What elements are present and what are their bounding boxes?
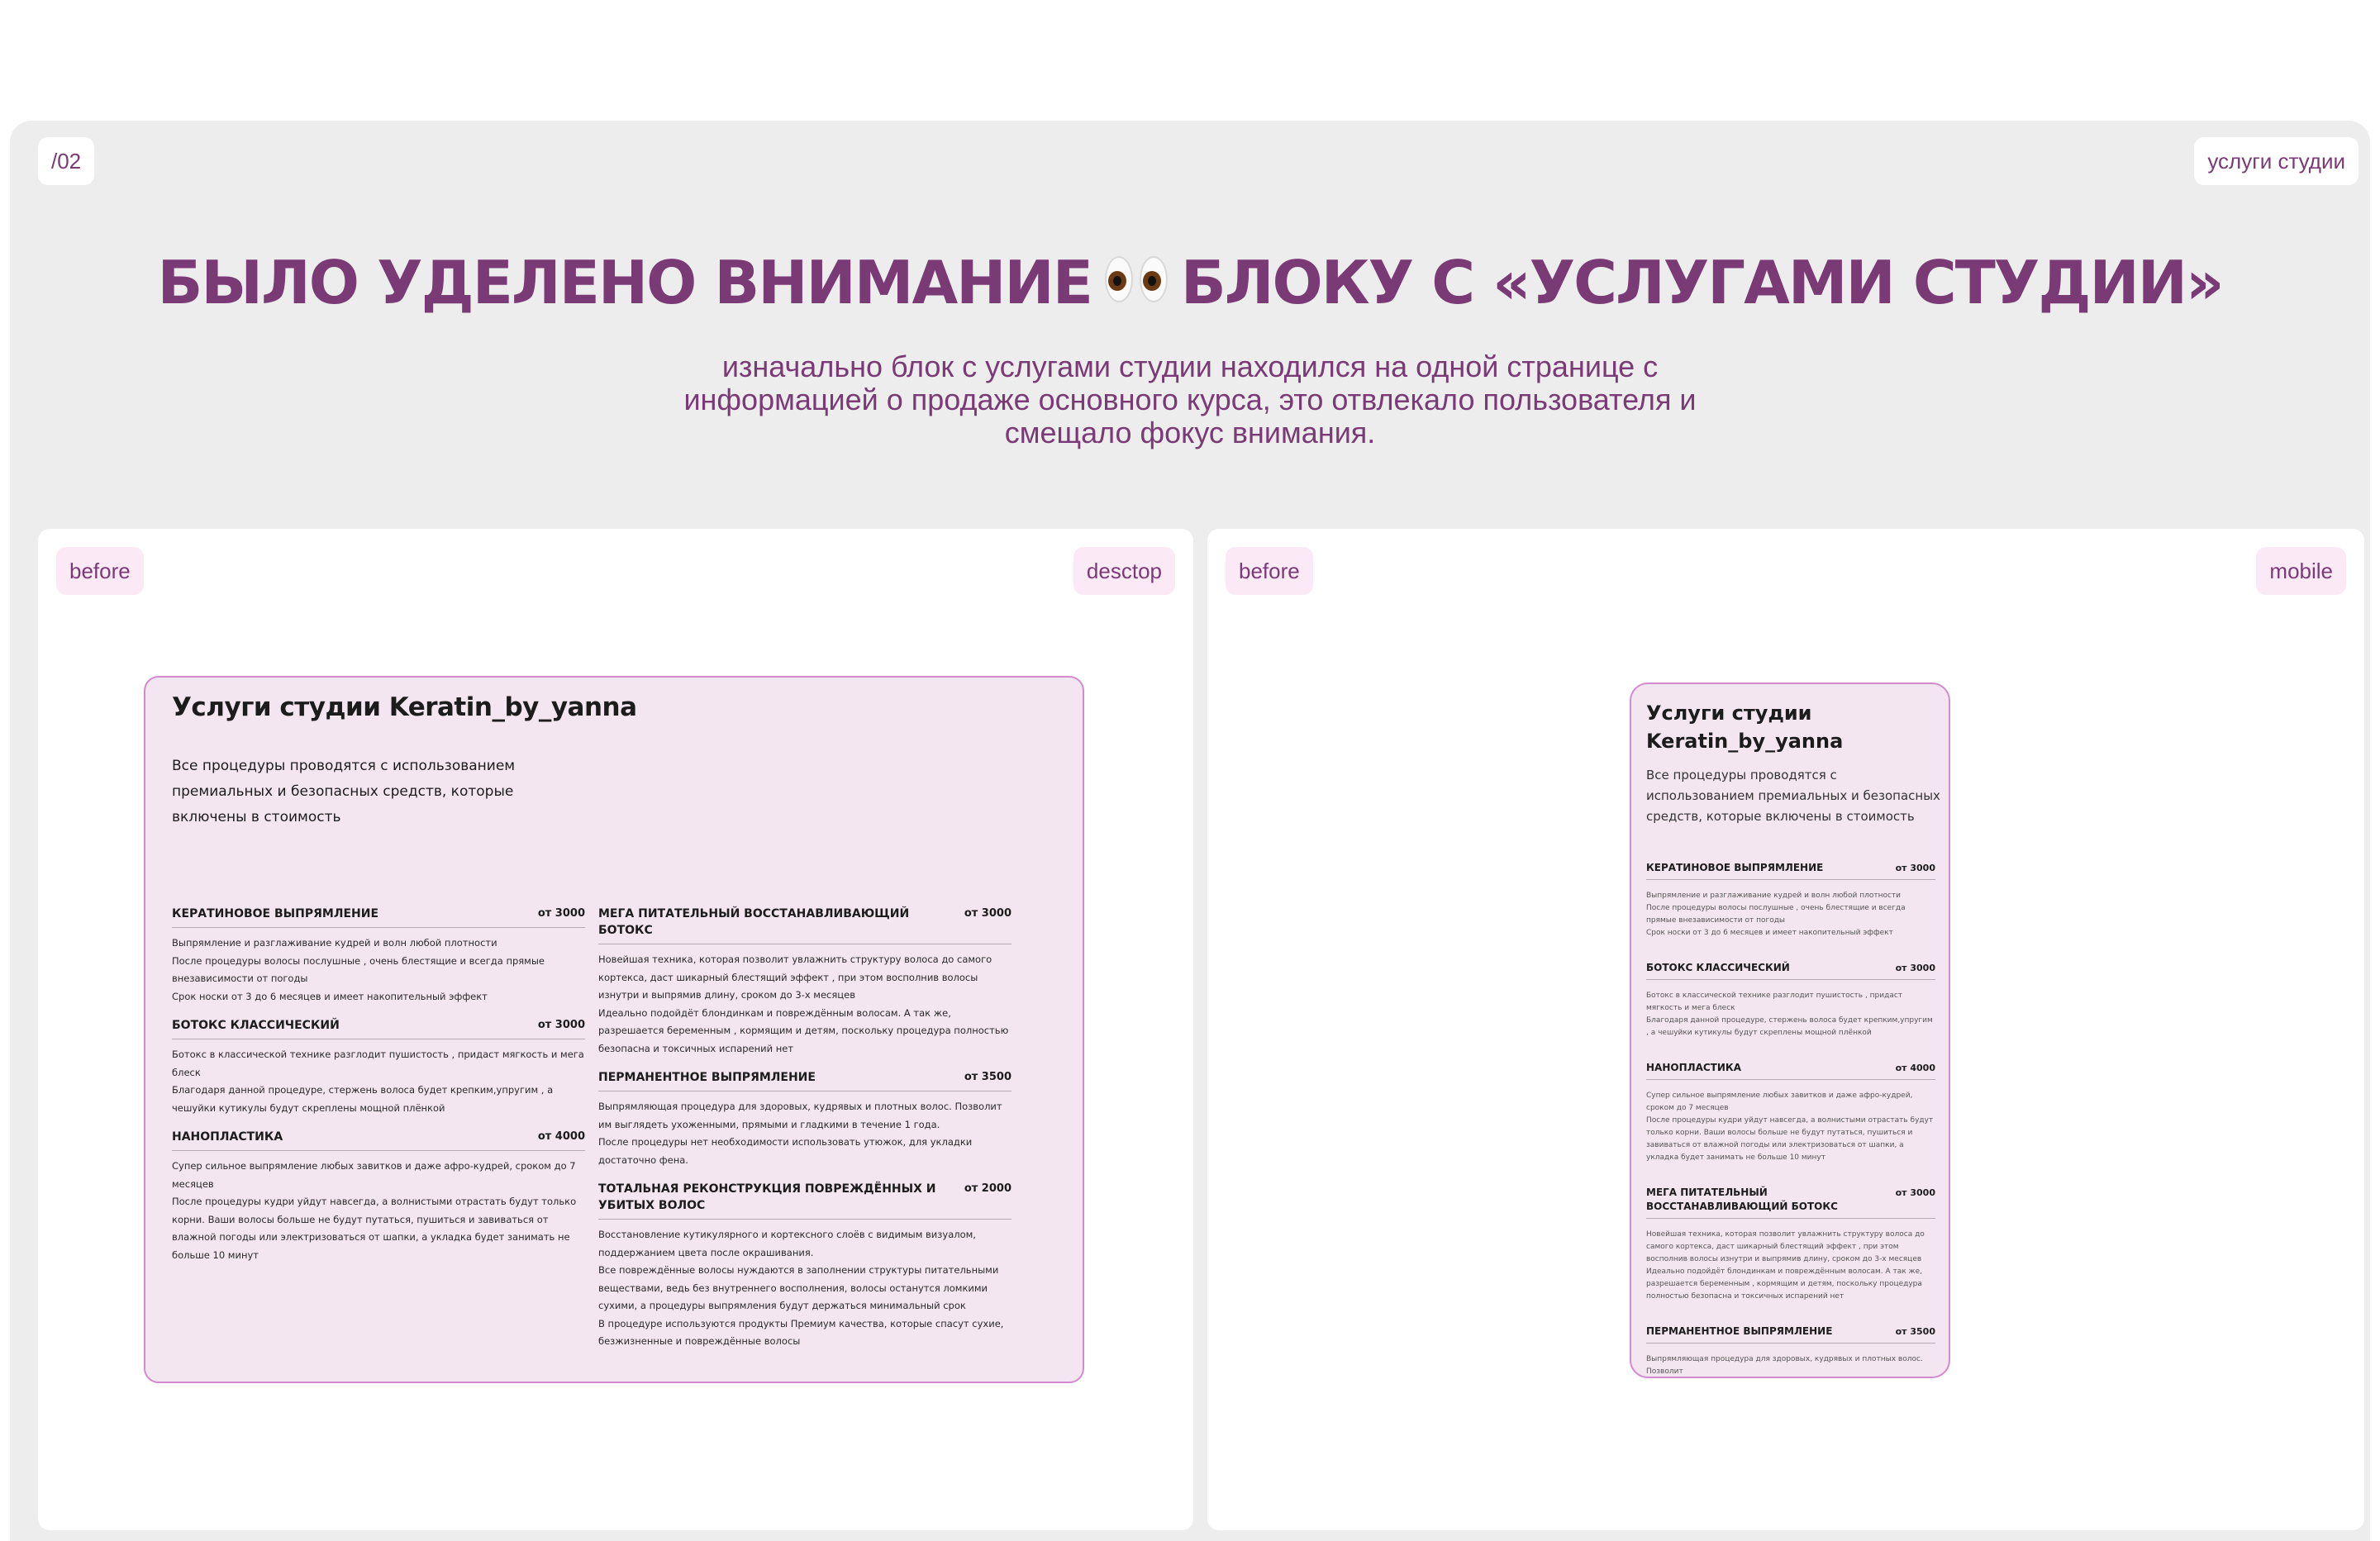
mockup-title: Услуги студии Keratin_by_yanna <box>172 692 637 722</box>
service-price: от 3000 <box>964 907 1011 920</box>
service-price: от 3500 <box>1895 1326 1935 1337</box>
page-description: изначально блок с услугами студии находился на одной странице с информацией о продаже основного курса, это отвлекало пользователя и смещало фокус внимания. <box>683 350 1697 449</box>
service-description-line: После процедуры волосы послушные , очень блестящие и всегда прямые внезависимости от погоды <box>1646 904 1906 925</box>
service-description <box>598 1098 1011 1169</box>
before-tag: before <box>1226 547 1313 595</box>
service-description <box>1646 1229 1935 1303</box>
mobile-mockup <box>1630 683 1950 1378</box>
service-header <box>598 1069 1011 1092</box>
service-description-line: После процедуры нет необходимости использовать утюжок, для укладки достаточно фена. <box>598 1136 973 1166</box>
services-column-2 <box>598 906 1011 1363</box>
service-description-line: Благодаря данной процедуре, стержень волоса будет крепким,упругим , а чешуйки кутикулы будут скреплены мощной плёнкой <box>172 1084 554 1114</box>
service-description <box>172 935 585 1006</box>
service-description-line: После процедуры кудри уйдут навсегда, а волнистыми отрастать будут только корни. Ваши волосы больше не будут путаться, пушиться и завиваться от влажной погоды или электризоваться от шапки, а укладка будет занимать не больше 10 минут <box>1646 1116 1934 1162</box>
service-description-line: Срок носки от 3 до 6 месяцев и имеет накопительный эффект <box>172 990 488 1002</box>
service-header <box>1646 1061 1935 1080</box>
service-header <box>1646 861 1935 880</box>
desktop-mockup <box>144 676 1084 1383</box>
section-name-chip: услуги студии <box>2194 137 2359 185</box>
service-description-line: Срок носки от 3 до 6 месяцев и имеет накопительный эффект <box>1646 929 1893 937</box>
service-item <box>1646 1061 1935 1164</box>
service-name: НАНОПЛАСТИКА <box>172 1130 283 1144</box>
service-description <box>1646 1353 1935 1378</box>
service-price: от 4000 <box>537 1130 585 1143</box>
section-number-chip: /02 <box>38 137 94 185</box>
service-description-line: Выпрямляющая процедура для здоровых, кудрявых и плотных волос. Позволит им выглядеть ухоженными, прямыми и гладкими в течение 1 года. <box>598 1101 1002 1130</box>
service-description <box>172 1158 585 1264</box>
service-price: от 3000 <box>1895 963 1935 973</box>
service-name: БОТОКС КЛАССИЧЕСКИЙ <box>172 1019 340 1032</box>
service-description-line: Новейшая техника, которая позволит увлажнить структуру волоса до самого кортекса, даст шикарный блестящий эффект , при этом восполнив волосы изнутри и выпрямив длину, сроком до 3-х месяцев <box>598 954 992 1001</box>
service-header <box>598 906 1011 944</box>
service-description-line: Идеально подойдёт блондинкам и повреждённым волосам. А так же, разрешается беременным , кормящим и детям, поскольку процедура полностью безопасна и токсичных испарений нет <box>598 1006 1009 1054</box>
service-item <box>172 1129 585 1264</box>
service-price: от 3000 <box>537 907 585 920</box>
mockup-title: Услуги студии Keratin_by_yanna <box>1646 702 1844 753</box>
service-price: от 3000 <box>537 1019 585 1031</box>
service-header <box>1646 961 1935 980</box>
service-name: КЕРАТИНОВОЕ ВЫПРЯМЛЕНИЕ <box>172 907 379 920</box>
service-name: БОТОКС КЛАССИЧЕСКИЙ <box>1646 962 1790 973</box>
service-item <box>598 906 1011 1058</box>
service-description-line: После процедуры кудри уйдут навсегда, а волнистыми отрастать будут только корни. Ваши волосы больше не будут путаться, пушиться и завиваться от влажной погоды или электризоваться от шапки, а укладка будет занимать не больше 10 минут <box>172 1196 577 1261</box>
service-description-line: Выпрямляющая процедура для здоровых, кудрявых и плотных волос. Позволит <box>1646 1355 1923 1376</box>
service-name: МЕГА ПИТАТЕЛЬНЫЙ ВОССТАНАВЛИВАЮЩИЙ БОТОКС <box>598 907 910 937</box>
service-description <box>172 1046 585 1117</box>
services-column-1 <box>172 906 585 1276</box>
service-name: ПЕРМАНЕНТНОЕ ВЫПРЯМЛЕНИЕ <box>598 1071 816 1084</box>
service-description-line: Благодаря данной процедуре, стержень волоса будет крепким,упругим , а чешуйки кутикулы будут скреплены мощной плёнкой <box>1646 1016 1933 1037</box>
service-price: от 3000 <box>1895 1187 1935 1198</box>
service-item <box>1646 961 1935 1039</box>
service-description-line: Идеально подойдёт блондинкам и повреждённым волосам. А так же, разрешается беременным , кормящим и детям, поскольку процедура полностью безопасна и токсичных испарений нет <box>1646 1268 1923 1301</box>
service-description-line: Восстановление кутикулярного и кортексного слоёв с видимым визуалом, поддержанием цвета после окрашивания. <box>598 1229 976 1258</box>
service-header <box>1646 1325 1935 1344</box>
service-header <box>172 1129 585 1151</box>
service-item <box>598 1069 1011 1169</box>
service-description-line: Супер сильное выпрямление любых завитков и даже афро-кудрей, сроком до 7 месяцев <box>1646 1092 1913 1112</box>
service-item <box>1646 861 1935 939</box>
service-price: от 4000 <box>1895 1063 1935 1073</box>
service-description <box>598 1226 1011 1351</box>
eyes-icon <box>1103 251 1169 309</box>
service-description-line: После процедуры волосы послушные , очень блестящие и всегда прямые внезависимости от погоды <box>172 954 545 984</box>
service-price: от 2000 <box>964 1182 1011 1195</box>
device-tag-mobile: mobile <box>2256 547 2346 595</box>
service-description <box>1646 890 1935 939</box>
service-name: КЕРАТИНОВОЕ ВЫПРЯМЛЕНИЕ <box>1646 862 1824 873</box>
service-header <box>172 1017 585 1039</box>
service-item <box>598 1181 1011 1351</box>
device-tag-desktop: desctop <box>1073 547 1175 595</box>
service-name: НАНОПЛАСТИКА <box>1646 1062 1742 1073</box>
service-description-line: Выпрямление и разглаживание кудрей и волн любой плотности <box>1646 892 1902 900</box>
service-price: от 3000 <box>1895 863 1935 873</box>
service-description-line: В процедуре используются продукты Премиум качества, которые спасут сухие, безжизненные и повреждённые волосы <box>598 1317 1004 1347</box>
service-name: ТОТАЛЬНАЯ РЕКОНСТРУКЦИЯ ПОВРЕЖДЁННЫХ И УБИТЫХ ВОЛОС <box>598 1182 936 1212</box>
desktop-before-panel <box>38 529 1193 1530</box>
service-item <box>1646 1325 1935 1378</box>
before-tag: before <box>56 547 144 595</box>
service-description-line: Новейшая техника, которая позволит увлажнить структуру волоса до самого кортекса, даст шикарный блестящий эффект , при этом восполнив волосы изнутри и выпрямив длину, сроком до 3-х месяцев <box>1646 1230 1925 1263</box>
service-description <box>1646 990 1935 1039</box>
service-item <box>172 1017 585 1117</box>
title-part-2: БЛОКУ С «УСЛУГАМИ СТУДИИ» <box>1180 248 2223 317</box>
services-list <box>1646 861 1935 1378</box>
service-description-line: Все повреждённые волосы нуждаются в заполнении структуры питательными веществами, ведь без внутреннего восполнения, волосы останутся ломкими сухими, а процедуры выпрямления будут держаться минимальный срок <box>598 1264 999 1311</box>
service-header <box>1646 1186 1935 1219</box>
service-price: от 3500 <box>964 1071 1011 1083</box>
service-description-line: Ботокс в классической технике разглодит пушистость , придаст мягкость и мега блеск <box>1646 992 1903 1012</box>
service-description-line: Супер сильное выпрямление любых завитков и даже афро-кудрей, сроком до 7 месяцев <box>172 1160 576 1190</box>
service-item <box>1646 1186 1935 1303</box>
service-description-line: Ботокс в классической технике разглодит пушистость , придаст мягкость и мега блеск <box>172 1049 584 1078</box>
page-title <box>0 243 2380 322</box>
service-name: МЕГА ПИТАТЕЛЬНЫЙ ВОССТАНАВЛИВАЮЩИЙ БОТОКС <box>1646 1187 1838 1212</box>
mockup-intro: Все процедуры проводятся с использованием премиальных и безопасных средств, которые включены в стоимость <box>1646 768 1940 824</box>
service-header <box>598 1181 1011 1220</box>
service-item <box>172 906 585 1006</box>
mockup-intro: Все процедуры проводятся с использованием премиальных и безопасных средств, которые включены в стоимость <box>172 758 516 825</box>
service-header <box>172 906 585 928</box>
service-name: ПЕРМАНЕНТНОЕ ВЫПРЯМЛЕНИЕ <box>1646 1325 1833 1337</box>
service-description <box>598 951 1011 1058</box>
service-description-line: Выпрямление и разглаживание кудрей и волн любой плотности <box>172 937 497 949</box>
mobile-before-panel <box>1207 529 2364 1530</box>
title-part-1: БЫЛО УДЕЛЕНО ВНИМАНИЕ <box>157 248 1092 317</box>
service-description <box>1646 1090 1935 1164</box>
